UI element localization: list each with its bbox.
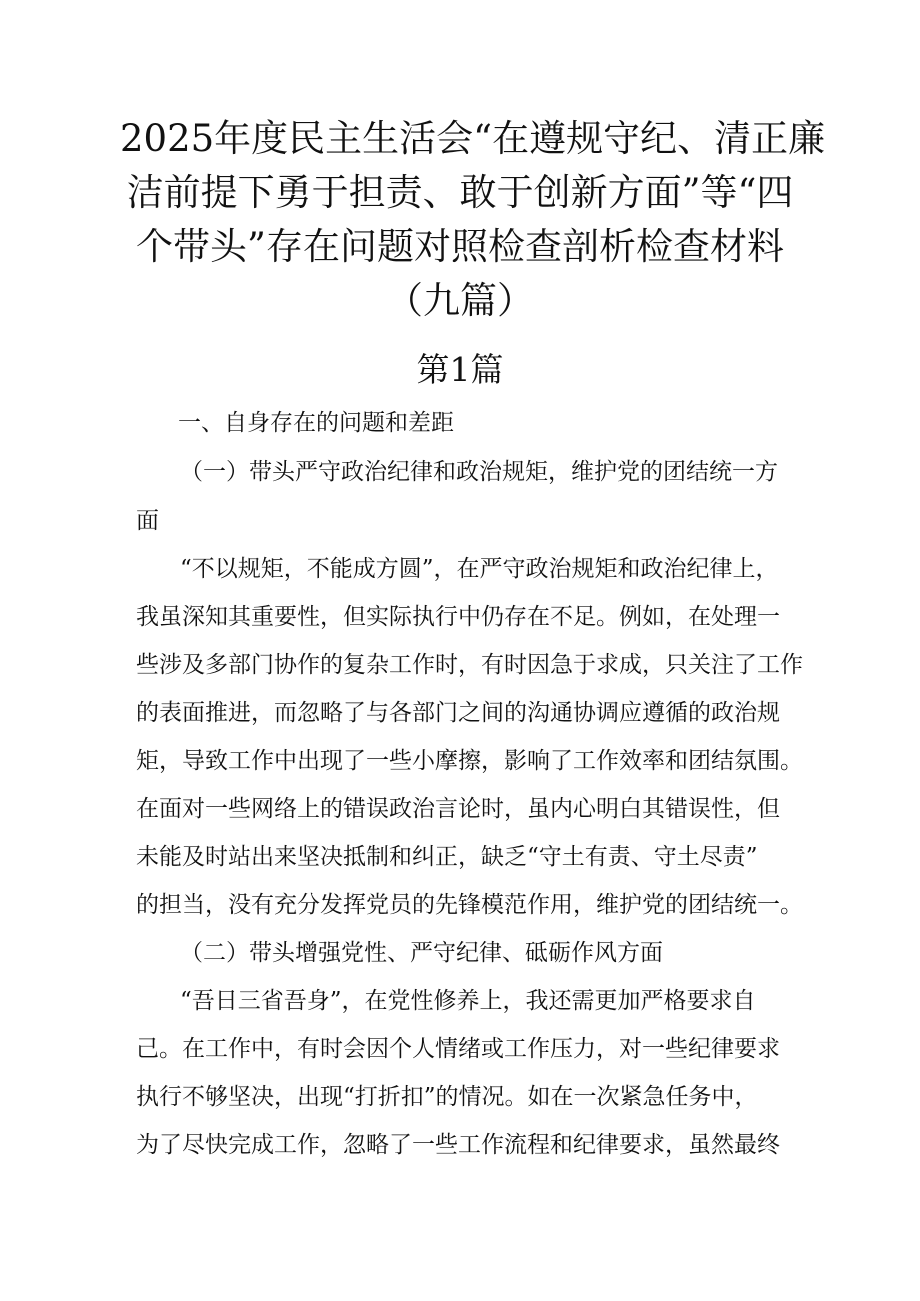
paragraph-line: 矩，导致工作中出现了一些小摩擦，影响了工作效率和团结氛围。 [136,748,803,774]
paragraph-line: 的担当，没有充分发挥党员的先锋模范作用，维护党的团结统一。 [136,892,803,918]
paragraph-line: 执行不够坚决，出现“打折扣”的情况。如在一次紧急任务中， [136,1084,758,1110]
title-line: 2025年度民主生活会“在遵规守纪、清正廉 [120,117,826,160]
paragraph-line: 为了尽快完成工作，忽略了一些工作流程和纪律要求，虽然最终 [136,1132,780,1158]
paragraph-line: 些涉及多部门协作的复杂工作时，有时因急于求成，只关注了工作 [136,652,803,678]
title-line: 个带头”存在问题对照检查剖析检查材料 [136,225,784,268]
paragraph-line: 在面对一些网络上的错误政治言论时，虽内心明白其错误性，但 [136,796,780,822]
title-line: （九篇） [386,279,534,322]
title-line: 洁前提下勇于担责、敢于创新方面”等“四 [126,171,794,214]
part-heading: 第1篇 [416,350,504,389]
paragraph-line: 的表面推进，而忽略了与各部门之间的沟通协调应遵循的政治规 [136,700,780,726]
document-title [120,112,826,328]
paragraph-line: “不以规矩，不能成方圆”，在严守政治规矩和政治纪律上， [180,556,779,582]
subsection-heading-line: （一）带头严守政治纪律和政治规矩，维护党的团结统一方 [180,459,778,485]
paragraph-line: 未能及时站出来坚决抵制和纠正，缺乏“守土有责、守土尽责” [136,844,758,870]
paragraph-line: 己。在工作中，有时会因个人情绪或工作压力，对一些纪律要求 [136,1036,780,1062]
subsection-heading: （二）带头增强党性、严守纪律、砥砺作风方面 [180,940,663,966]
paragraph-line: “吾日三省吾身”，在党性修养上，我还需更加严格要求自 [180,988,756,1014]
paragraph-line: 我虽深知其重要性，但实际执行中仍存在不足。例如，在处理一 [136,604,780,630]
section-heading: 一、自身存在的问题和差距 [178,410,454,436]
subsection-heading-line: 面 [136,508,159,534]
